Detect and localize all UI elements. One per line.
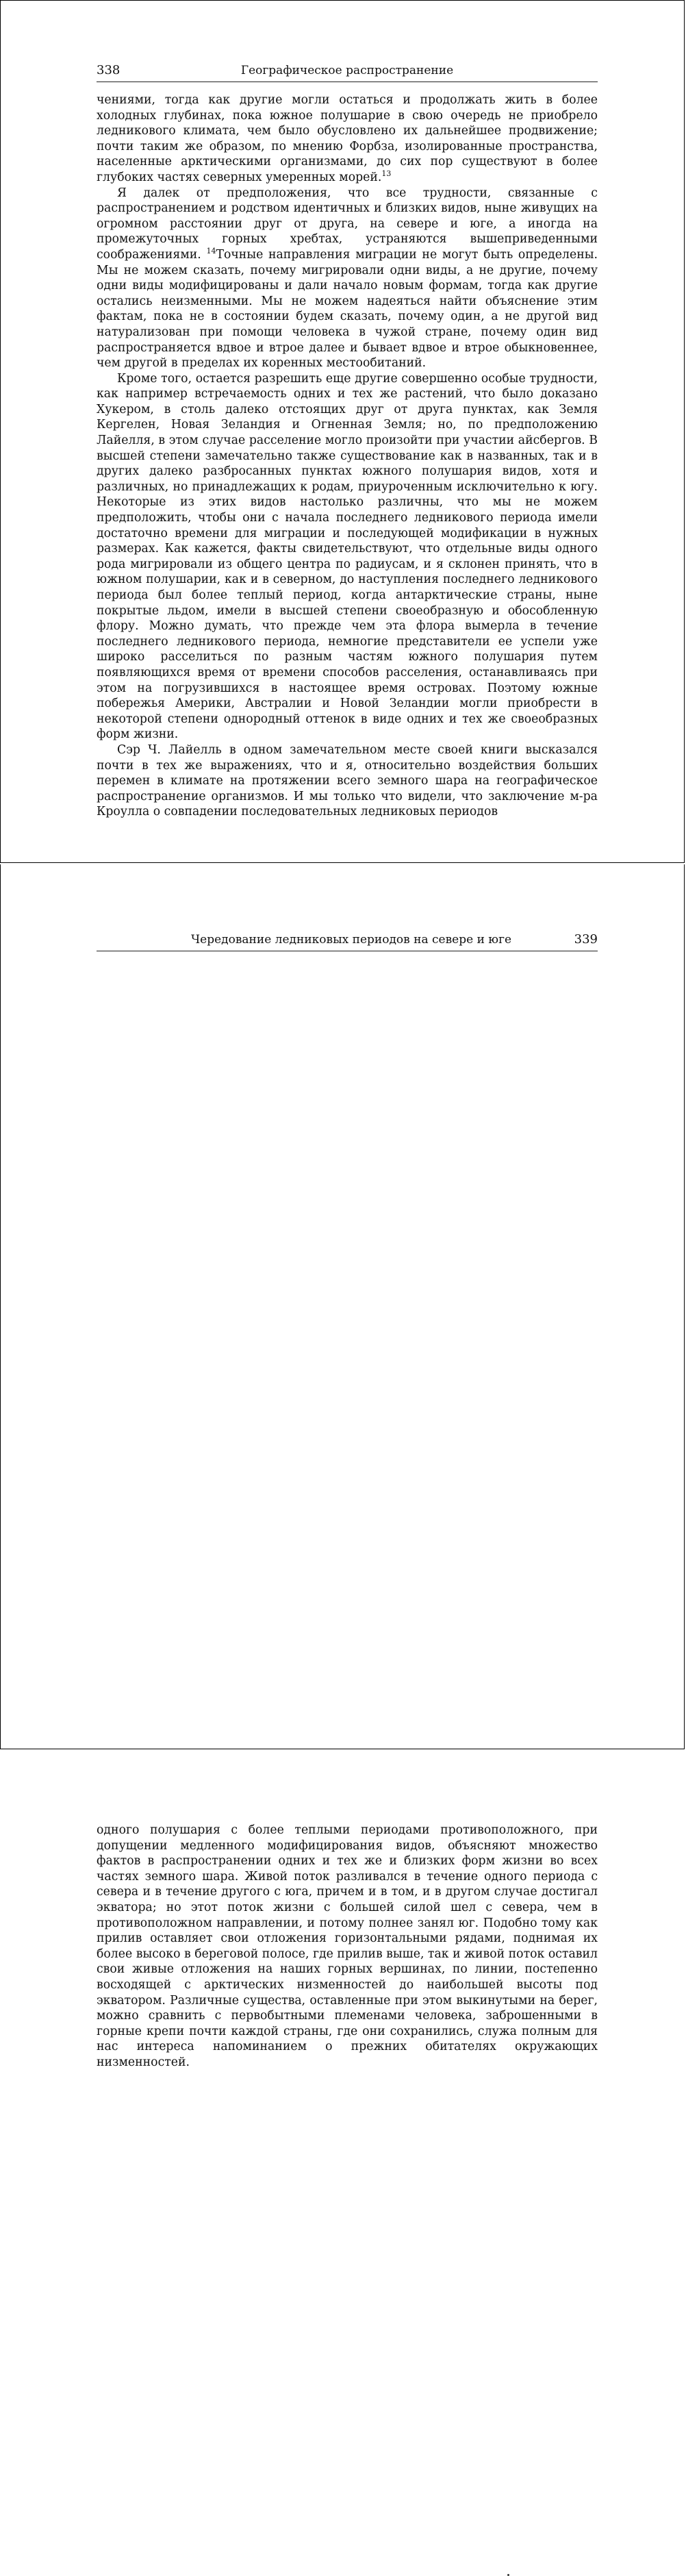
footnote-ref: 13 <box>381 169 392 179</box>
page-339 <box>0 864 685 2069</box>
running-head <box>97 930 598 951</box>
paragraph-text: Сэр Ч. Лайелль в одном замечательном месте своей книги высказался почти в тех же выражениях, что и я, относительно воздействия больших перемен в климате на протяжении всего земного шара на географическое распространение организмов. И мы только что видели, что заключение м-ра Кроулла о совпадении последовательных ледниковых периодов <box>97 742 598 819</box>
paragraph <box>97 742 598 820</box>
paragraph <box>97 92 598 186</box>
paragraph <box>97 371 598 742</box>
paragraph-text: одного полушария с более теплыми периодами противоположного, при допущении медленного модифицирования видов, объясняют множество фактов в распространении одних и тех же и близких форм жизни во всех частях земного шара. Живой поток разливался в течение одного периода с севера и в течение другого с юга, причем и в том, и в другом случае достигал экватора; но этот поток жизни с большей силой шел с севера, чем в противоположном направлении, и потому полнее занял юг. Подобно тому как прилив оставляет свои отложения горизонтальными рядами, поднимая их более высоко в береговой полосе, где прилив выше, так и живой поток оставил свои живые отложения на наших горных вершинах, по линии, постепенно восходящей с арктических низменностей до наибольшей высоты под экватором. Различные существа, оставленные при этом выкинутыми на берег, можно сравнить с первобытными племенами человека, заброшенными в горные крепи почти каждой страны, где они сохранились, служа полным для нас интереса напоминанием о прежних обитателях окружающих низменностей. <box>97 1823 598 2069</box>
paragraph-text: Кроме того, остается разрешить еще другие совершенно особые трудности, как например встречаемость одних и тех же растений, что было доказано Хукером, в столь далеко отстоящих друг от друга пунктах, как Земля Кергелен, Новая Зеландия и Огненная Земля; но, по предположению Лайелля, в этом случае расселение могло произойти при участии айсбергов. В высшей степени замечательно также существование как в названных, так и в других далеко разбросанных пунктах южного полушария видов, хотя и различных, но принадлежащих к родам, приуроченным исключительно к югу. Некоторые из этих видов настолько различны, что мы не можем предположить, чтобы они с начала последнего ледникового периода имели достаточно времени для миграции и последующей модификации в нужных размерах. Как кажется, факты свидетельствуют, что отдельные виды одного рода мигрировали из общего центра по радиусам, и я склонен принять, что в южном полушарии, как и в северном, до наступления последнего ледникового периода был более теплый период, когда антарктические страны, ныне покрытые льдом, имели в высшей степени своеобразную и обособленную флору. Можно думать, что прежде чем эта флора вымерла в течение последнего ледникового периода, немногие представители ее успели уже широко расселиться по разным частям южного полушария путем появляющихся время от времени способов расселения, останавливаясь при этом на погрузившихся в настоящее время островах. Поэтому южные побережья Америки, Австралии и Новой Зеландии могли приобрести в некоторой степени однородный оттенок в виде одних и тех же своеобразных форм жизни. <box>97 371 598 742</box>
running-head <box>97 61 598 82</box>
paragraph <box>97 1823 598 2071</box>
paragraph-text-continued: Точные направления миграции не могут быть определены. Мы не можем сказать, почему мигрировали одни виды, а не другие, почему одни виды модифицированы и дали начало новым формам, тогда как другие остались неизменными. Мы не можем надеяться найти объяснение этим фактам, пока не в состоянии будем сказать, почему один, а не другой вид натурализован при помощи человека в чужой стране, почему один вид распространяется вдвое и втрое далее и бывает вдвое и втрое обыкновеннее, чем другой в пределах их коренных местообитаний. <box>97 247 598 371</box>
body-text <box>97 92 598 820</box>
paragraph <box>97 186 598 371</box>
paragraph-text: чениями, тогда как другие могли остаться и продолжать жить в более холодных глубинах, пока южное полушарие в свою очередь не приобрело ледникового климата, чем было обусловлено их дальнейшее продвижение; почти таким же образом, по мнению Форбза, изолированные пространства, населенные арктическими организмами, до сих пор существуют в более глубоких частях северных умеренных морей. <box>97 93 598 184</box>
page-338 <box>0 0 685 863</box>
paragraph-text: Я далек от предположения, что все трудности, связанные с распространением и родством идентичных и близких видов, ныне живущих на огромном расстоянии друг от друга, на севере и юге, а иногда на промежуточных горных хребтах, устраняются вышеприведенными соображениями. <box>97 186 598 262</box>
running-title: Географическое распространение <box>240 64 454 77</box>
page-number: 339 <box>574 932 598 947</box>
running-title: Чередование ледниковых периодов на севере и юге <box>191 933 512 947</box>
page-number: 338 <box>97 63 120 77</box>
body-text <box>97 1823 598 2071</box>
footnote-ref: 14 <box>206 247 216 256</box>
